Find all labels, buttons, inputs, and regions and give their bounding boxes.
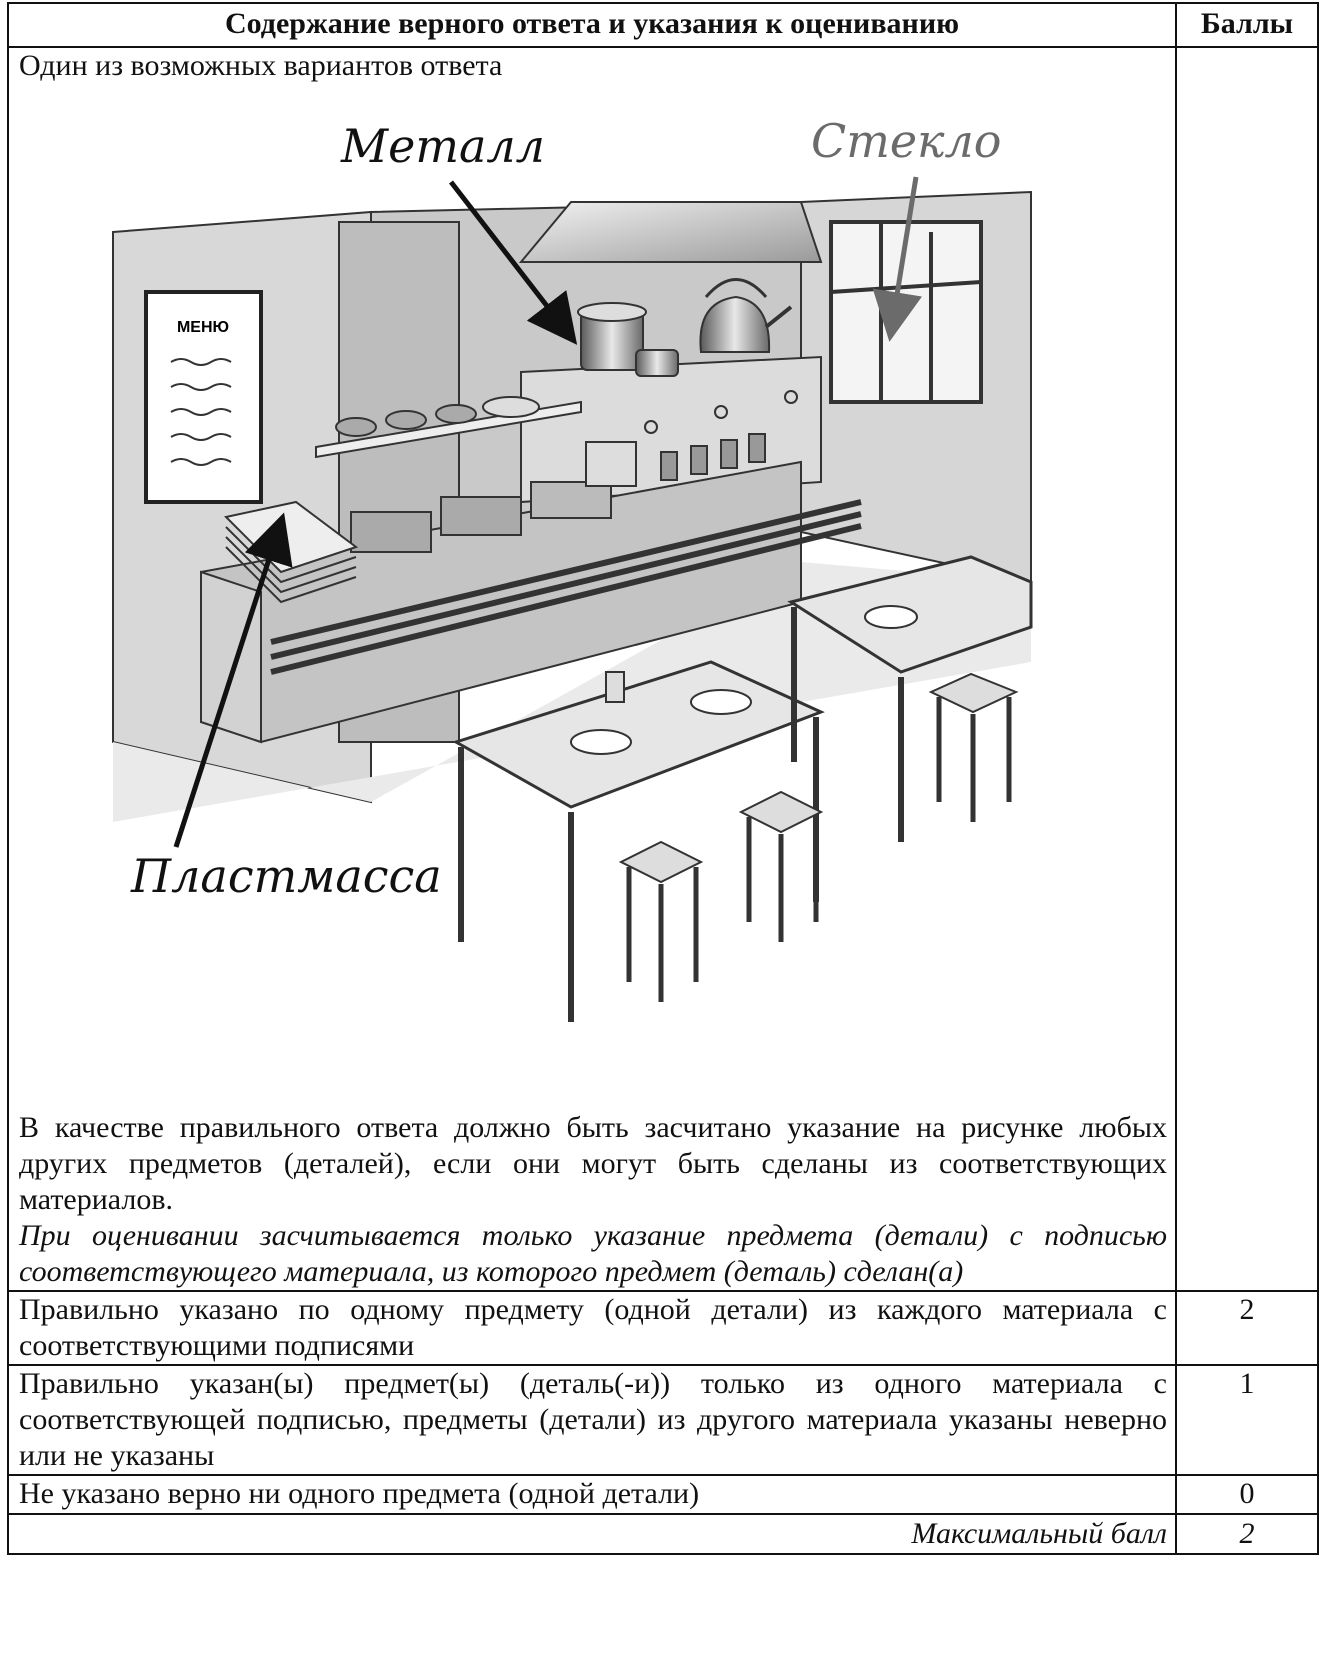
canteen-illustration xyxy=(101,102,1101,1092)
criterion-row xyxy=(8,1365,1318,1475)
criterion-points: 1 xyxy=(1176,1365,1318,1475)
criterion-row xyxy=(8,1475,1318,1514)
criterion-points: 0 xyxy=(1176,1475,1318,1514)
max-score-label: Максимальный балл xyxy=(8,1514,1176,1554)
metal-label: Металл xyxy=(341,119,545,173)
menu-label: МЕНЮ xyxy=(176,319,230,336)
points-column-header: Баллы xyxy=(1176,3,1318,47)
answer-intro: Один из возможных вариантов ответа xyxy=(19,49,503,82)
max-score-value: 2 xyxy=(1176,1514,1318,1554)
criterion-row xyxy=(8,1291,1318,1365)
criterion-points: 2 xyxy=(1176,1291,1318,1365)
answer-cell xyxy=(8,47,1176,1291)
rubric-table xyxy=(7,2,1319,1555)
glass-label: Стекло xyxy=(811,114,1002,168)
menu-board xyxy=(146,292,261,502)
criterion-text: Не указано верно ни одного предмета (одной детали) xyxy=(8,1475,1176,1514)
grading-note: При оценивании засчитывается только указание предмета (детали) с подписью соответствующего материала, из которого предмет (деталь) сделан(а) xyxy=(19,1219,1167,1288)
content-column-header: Содержание верного ответа и указания к оцениванию xyxy=(8,3,1176,47)
dining-table-front xyxy=(456,662,821,1022)
answer-points-cell xyxy=(1176,47,1318,1291)
range-hood xyxy=(521,202,821,262)
header-row xyxy=(8,3,1318,47)
answer-note: В качестве правильного ответа должно быть засчитано указание на рисунке любых других предметов (деталей), если они могут быть сделаны из соответствующих материалов. xyxy=(19,1111,1167,1216)
answer-row xyxy=(8,47,1318,1291)
plastic-label: Пластмасса xyxy=(131,849,442,903)
max-score-row xyxy=(8,1514,1318,1554)
criterion-text: Правильно указан(ы) предмет(ы) (деталь(-и)) только из одного материала с соответствующей подписью, предметы (детали) из другого материала указаны неверно или не указаны xyxy=(8,1365,1176,1475)
criterion-text: Правильно указано по одному предмету (одной детали) из каждого материала с соответствующими подписями xyxy=(8,1291,1176,1365)
